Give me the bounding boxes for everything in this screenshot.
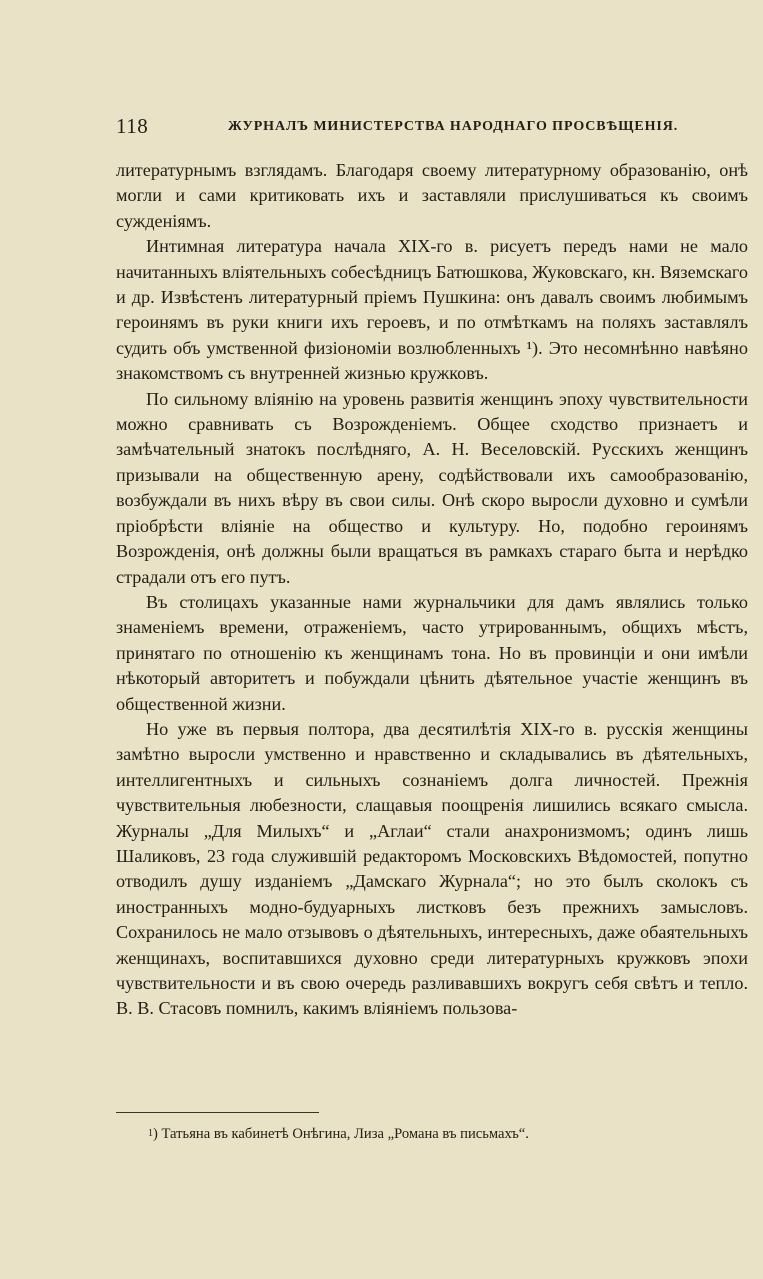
paragraph-1: литературнымъ взглядамъ. Благодаря своему литературному образованію, онѣ могли и сами критиковать ихъ и заставляли прислушиваться къ своимъ сужденіямъ. <box>116 160 748 231</box>
paragraph-5: Но уже въ первыя полтора, два десятилѣтія XIX-го в. русскія женщины замѣтно выросли умственно и нравственно и складывались въ дѣятельныхъ, интеллигентныхъ и сильныхъ сознаніемъ долга личностей. Прежнія чувствительныя любезности, слащавыя поощренія лишились всякаго смысла. Журналы „Для Милыхъ“ и „Аглаи“ стали анахронизмомъ; одинъ лишь Шаликовъ, 23 года служившій редакторомъ Московскихъ Вѣдомостей, попутно отводилъ душу изданіемъ „Дамскаго Журнала“; но это былъ сколокъ съ иностранныхъ модно-будуарныхъ листковъ безъ прежнихъ замысловъ. Сохранилось не мало отзывовъ о дѣятельныхъ, интересныхъ, даже обаятельныхъ женщинахъ, воспитавшихся духовно среди литературныхъ кружковъ эпохи чувствительности и въ свою очередь разливавшихъ вокругъ себя свѣтъ и тепло. В. В. Стасовъ помнилъ, какимъ вліяніемъ пользова- <box>116 718 748 1019</box>
running-title: ЖУРНАЛЪ МИНИСТЕРСТВА НАРОДНАГО ПРОСВѢЩЕНІЯ. <box>228 119 679 134</box>
footnote-divider <box>116 1112 319 1113</box>
footnote-marker: 1 <box>148 1128 153 1139</box>
paragraph-3: По сильному вліянію на уровень развитія женщинъ эпоху чувствительности можно сравнивать съ Возрожденіемъ. Общее сходство признаетъ и замѣчательный знатокъ послѣдняго, А. Н. Веселовскій. Русскихъ женщинъ призывали на общественную арену, содѣйствовали ихъ самообразованію, возбуждали въ нихъ вѣру въ свои силы. Онѣ скоро выросли духовно и сумѣли пріобрѣсти вліяніе на общество и культуру. Но, подобно героинямъ Возрожденія, онѣ должны были вращаться въ рамкахъ стараго быта и нерѣдко страдали отъ его путъ. <box>116 388 748 587</box>
paragraph-2: Интимная литература начала XIX-го в. рисуетъ передъ нами не мало начитанныхъ вліятельныхъ собесѣдницъ Батюшкова, Жуковскаго, кн. Вяземскаго и др. Извѣстенъ литературный пріемъ Пушкина: онъ давалъ своимъ любимымъ героинямъ въ руки книги ихъ героевъ, и по отмѣткамъ на поляхъ заставлялъ судить объ умственной физіономіи возлюбленныхъ ¹). Это несомнѣнно навѣяно знакомствомъ съ внутренней жизнью кружковъ. <box>116 236 748 384</box>
paragraph-4: Въ столицахъ указанные нами журнальчики для дамъ являлись только знаменіемъ времени, отраженіемъ, часто утрированнымъ, общихъ мѣстъ, принятаго по отношенію къ женщинамъ тона. Но въ провинціи и они имѣли нѣкоторый авторитетъ и побуждали цѣнить дѣятельное участіе женщинъ въ общественной жизни. <box>116 591 748 714</box>
body-text <box>116 158 748 1022</box>
page-header <box>116 112 748 142</box>
footnote <box>148 1126 529 1143</box>
page-number: 118 <box>116 114 149 138</box>
footnote-text: ) Татьяна въ кабинетѣ Онѣгина, Лиза „Романа въ письмахъ“. <box>153 1126 529 1142</box>
